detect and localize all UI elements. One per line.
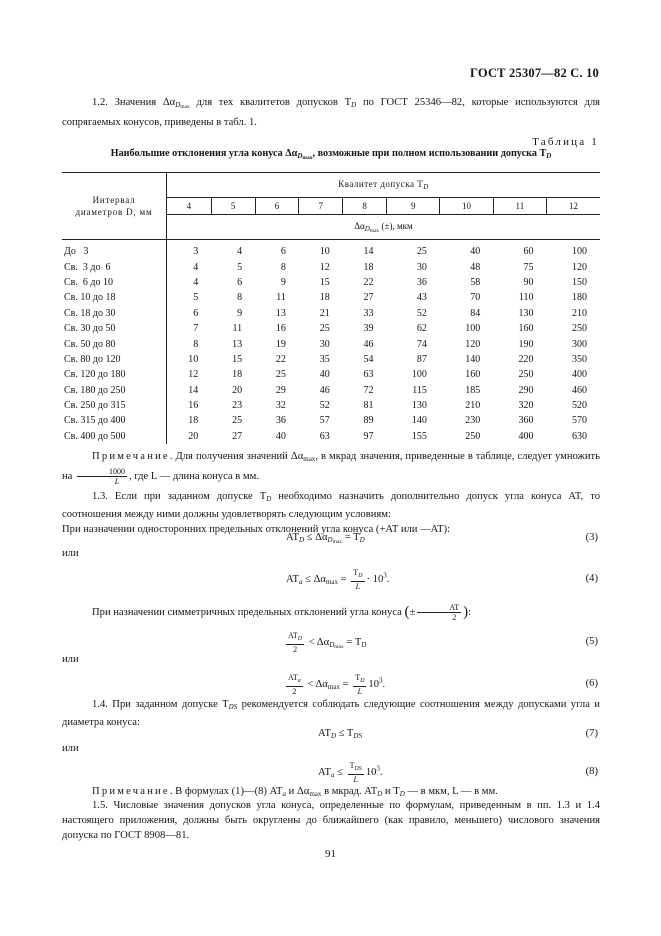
table-cell: 46 bbox=[319, 384, 330, 396]
table-row bbox=[62, 336, 600, 351]
table-cell: 32 bbox=[275, 400, 286, 412]
table-cell: 52 bbox=[416, 307, 427, 319]
table-cell: 9 bbox=[280, 276, 286, 288]
table-row bbox=[62, 383, 600, 398]
table-cell: 27 bbox=[363, 292, 374, 304]
table-cell: 25 bbox=[275, 369, 286, 381]
formula-6: $\frac{AT_a}{2}$ < $\Delta\alpha_{max}$ = $\frac{T_D}{L}$ $10^3$. bbox=[288, 673, 386, 696]
unit-header: $\Delta\alpha_{Dmax}$ (±), мкм bbox=[167, 215, 601, 240]
formula-6-number: (6) bbox=[585, 678, 598, 689]
row-label: Св. 6 до 10 bbox=[62, 275, 167, 290]
table-row bbox=[62, 244, 600, 259]
table-cell: 150 bbox=[572, 276, 587, 288]
quality-col-header: 8 bbox=[343, 198, 387, 215]
row-label: Св. 30 до 50 bbox=[62, 321, 167, 336]
table-cell: 630 bbox=[572, 430, 587, 442]
table-cell: 14 bbox=[188, 384, 199, 396]
table-cell: 46 bbox=[363, 338, 374, 350]
formula-8-number: (8) bbox=[585, 766, 598, 777]
quality-col-header: 9 bbox=[387, 198, 440, 215]
table-cell: 180 bbox=[572, 292, 587, 304]
table-cell: 25 bbox=[232, 415, 243, 427]
table-body bbox=[62, 244, 600, 444]
or-2: или bbox=[62, 654, 79, 665]
table-cell: 15 bbox=[232, 353, 243, 365]
table-cell: 84 bbox=[470, 307, 481, 319]
row-label: Св. 10 до 18 bbox=[62, 290, 167, 305]
page-number: 91 bbox=[325, 848, 336, 860]
formula-8: $AT_a$ ≤ $\frac{T_{DS}}{L}$ $10^3$. bbox=[318, 761, 383, 784]
paragraph-1-2: 1.2. Значения $\Delta\alpha_{Dmax}$ для тех квалитетов допусков $T_D$ по ГОСТ 25346—82, которые используются для сопрягаемых конусов, приведены в табл. 1. bbox=[62, 97, 600, 128]
table-cell: 160 bbox=[465, 369, 481, 381]
table-cell: 58 bbox=[470, 276, 481, 288]
table-cell: 11 bbox=[232, 323, 243, 335]
table-cell: 40 bbox=[470, 246, 481, 258]
table-cell: 29 bbox=[275, 384, 286, 396]
table-cell: 90 bbox=[523, 276, 534, 288]
paragraph-1-5: 1.5. Числовые значения допусков угла конуса, определенные по формулам, приведенным в пп. 1.3 и 1.4 настоящего приложения, должны быть округлены до ближайшего (как правило, меньшего) числового значения допуска по ГОСТ 8908—81. bbox=[62, 800, 600, 841]
table-cell: 18 bbox=[232, 369, 243, 381]
row-label: Св. 120 до 180 bbox=[62, 367, 167, 382]
table-cell: 40 bbox=[275, 430, 286, 442]
table-cell: 25 bbox=[416, 246, 427, 258]
table-cell: 400 bbox=[518, 430, 534, 442]
table-row bbox=[62, 306, 600, 321]
quality-col-header: 10 bbox=[440, 198, 493, 215]
row-label: До 3 bbox=[62, 244, 167, 259]
table-cell: 5 bbox=[193, 292, 199, 304]
table-cell: 16 bbox=[188, 400, 199, 412]
row-label: Св. 400 до 500 bbox=[62, 429, 167, 444]
table-cell: 110 bbox=[518, 292, 534, 304]
table-cell: 22 bbox=[275, 353, 286, 365]
table-row bbox=[62, 275, 600, 290]
row-label: Св. 80 до 120 bbox=[62, 352, 167, 367]
interval-header: Интервал диаметров D, мм bbox=[62, 173, 167, 240]
table-cell: 70 bbox=[470, 292, 481, 304]
row-label: Св. 18 до 30 bbox=[62, 306, 167, 321]
table-cell: 9 bbox=[237, 307, 243, 319]
table-cell: 190 bbox=[518, 338, 534, 350]
row-label: Св. 250 до 315 bbox=[62, 398, 167, 413]
table-cell: 8 bbox=[280, 261, 286, 273]
document-header: ГОСТ 25307—82 С. 10 bbox=[470, 66, 599, 80]
note-1: Примечание. Для получения значений $\Delta\alpha_{max}$, в мкрад значения, приведенные в таблице, следует умножить на $\frac{1000}{L}$ , где L — длина конуса в мм. bbox=[62, 451, 600, 486]
table-cell: 360 bbox=[518, 415, 534, 427]
table-cell: 220 bbox=[518, 353, 534, 365]
table-cell: 5 bbox=[237, 261, 243, 273]
table-cell: 60 bbox=[523, 246, 534, 258]
paragraph-1-4: 1.4. При заданном допуске $T_{DS}$ рекомендуется соблюдать следующие соотношения между допусками угла и диаметра конуса: bbox=[62, 699, 600, 728]
table-cell: 120 bbox=[465, 338, 481, 350]
table-cell: 230 bbox=[465, 415, 481, 427]
table-cell: 10 bbox=[188, 353, 199, 365]
paragraph-1-3: 1.3. Если при заданном допуске $T_D$ необходимо назначить дополнительно допуск угла конуса AT, то соотношения между ними должны удовлетворять следующим условиям: При назначении односторонних предельных отклонений угла конуса (+AT или —AT): bbox=[62, 491, 600, 535]
quality-col-header: 5 bbox=[211, 198, 255, 215]
table-cell: 63 bbox=[363, 369, 374, 381]
table-cell: 120 bbox=[572, 261, 587, 273]
table-cell: 185 bbox=[465, 384, 481, 396]
table-cell: 33 bbox=[363, 307, 374, 319]
table-cell: 6 bbox=[193, 307, 199, 319]
table-cell: 7 bbox=[193, 323, 199, 335]
table-row bbox=[62, 352, 600, 367]
table-cell: 100 bbox=[572, 246, 587, 258]
table-cell: 250 bbox=[572, 323, 587, 335]
formula-3: $AT_D \le \Delta\alpha_{Dmax} = T_D$ bbox=[286, 532, 365, 545]
table-cell: 75 bbox=[523, 261, 534, 273]
or-1: или bbox=[62, 548, 79, 559]
table-cell: 35 bbox=[319, 353, 330, 365]
deviation-table bbox=[62, 172, 600, 444]
table-cell: 140 bbox=[465, 353, 481, 365]
table-cell: 4 bbox=[193, 261, 199, 273]
formula-5-number: (5) bbox=[585, 636, 598, 647]
table-cell: 160 bbox=[518, 323, 534, 335]
table-cell: 115 bbox=[412, 384, 427, 396]
table-cell: 210 bbox=[465, 400, 481, 412]
table-cell: 130 bbox=[411, 400, 427, 412]
table-cell: 48 bbox=[470, 261, 481, 273]
table-row bbox=[62, 290, 600, 305]
table-cell: 3 bbox=[193, 246, 199, 258]
table-cell: 100 bbox=[465, 323, 481, 335]
quality-header: Квалитет допуска $T_D$ bbox=[167, 173, 601, 198]
formula-7: $AT_D \le T_{DS}$ bbox=[318, 728, 362, 740]
row-label: Св. 50 до 80 bbox=[62, 336, 167, 351]
table-cell: 20 bbox=[188, 430, 199, 442]
table-cell: 89 bbox=[363, 415, 374, 427]
table-cell: 87 bbox=[416, 353, 427, 365]
table-cell: 22 bbox=[363, 276, 374, 288]
table-cell: 57 bbox=[319, 415, 330, 427]
table-cell: 13 bbox=[275, 307, 286, 319]
table-cell: 81 bbox=[363, 400, 374, 412]
table-cell: 23 bbox=[232, 400, 243, 412]
table-cell: 74 bbox=[416, 338, 427, 350]
table-cell: 4 bbox=[237, 246, 243, 258]
table-cell: 100 bbox=[411, 369, 427, 381]
table-cell: 570 bbox=[572, 415, 587, 427]
note-2: Примечание. В формулах (1)—(8) $AT_a$ и $\Delta\alpha_{max}$ в мкрад. $AT_D$ и $T_D$ — в мкм, L — в мм. bbox=[92, 786, 498, 798]
table-cell: 13 bbox=[232, 338, 243, 350]
table-cell: 12 bbox=[188, 369, 199, 381]
table-cell: 54 bbox=[363, 353, 374, 365]
table-cell: 62 bbox=[416, 323, 427, 335]
table-cell: 52 bbox=[319, 400, 330, 412]
table-row bbox=[62, 413, 600, 428]
quality-col-header: 4 bbox=[167, 198, 212, 215]
table-cell: 130 bbox=[518, 307, 534, 319]
table-cell: 250 bbox=[518, 369, 534, 381]
table-row bbox=[62, 321, 600, 336]
table-cell: 16 bbox=[275, 323, 286, 335]
row-label: Св. 180 до 250 bbox=[62, 383, 167, 398]
table-cell: 36 bbox=[275, 415, 286, 427]
table-cell: 290 bbox=[518, 384, 534, 396]
table-cell: 210 bbox=[572, 307, 587, 319]
table-cell: 320 bbox=[518, 400, 534, 412]
table-cell: 21 bbox=[319, 307, 330, 319]
table-cell: 72 bbox=[363, 384, 374, 396]
table-cell: 14 bbox=[363, 246, 374, 258]
table-cell: 4 bbox=[193, 276, 199, 288]
table-cell: 18 bbox=[319, 292, 330, 304]
table-cell: 300 bbox=[572, 338, 587, 350]
formula-5: $\frac{AT_D}{2}$ < $\Delta\alpha_{Dmax} = T_D$ bbox=[288, 631, 367, 654]
table-cell: 43 bbox=[416, 292, 427, 304]
table-cell: 25 bbox=[319, 323, 330, 335]
symmetric-text: При назначении симметричных предельных отклонений угла конуса (± $\frac{AT}{2}$ ): bbox=[92, 603, 472, 622]
quality-col-header: 7 bbox=[299, 198, 343, 215]
formula-4: $AT_a \le \Delta\alpha_{max}$ = $\frac{T_D}{L}$ · $10^3$. bbox=[286, 568, 390, 591]
table-cell: 10 bbox=[319, 246, 330, 258]
table-cell: 12 bbox=[319, 261, 330, 273]
formula-3-number: (3) bbox=[585, 532, 598, 543]
table-cell: 27 bbox=[232, 430, 243, 442]
table-cell: 18 bbox=[188, 415, 199, 427]
table-cell: 250 bbox=[465, 430, 481, 442]
table-cell: 460 bbox=[572, 384, 587, 396]
table-cell: 39 bbox=[363, 323, 374, 335]
table-row bbox=[62, 398, 600, 413]
quality-col-header: 12 bbox=[547, 198, 600, 215]
quality-col-header: 11 bbox=[493, 198, 546, 215]
table-cell: 11 bbox=[276, 292, 286, 304]
table-cell: 30 bbox=[319, 338, 330, 350]
formula-4-number: (4) bbox=[585, 573, 598, 584]
formula-7-number: (7) bbox=[585, 728, 598, 739]
table-title: Наибольшие отклонения угла конуса $\Delta\alpha_{Dmax}$, возможные при полном использовании допуска $T_D$ bbox=[110, 148, 552, 161]
table-cell: 140 bbox=[411, 415, 427, 427]
table-cell: 8 bbox=[193, 338, 199, 350]
table-cell: 36 bbox=[416, 276, 427, 288]
table-cell: 520 bbox=[572, 400, 587, 412]
table-cell: 18 bbox=[363, 261, 374, 273]
table-cell: 350 bbox=[572, 353, 587, 365]
table-cell: 400 bbox=[572, 369, 587, 381]
table-cell: 30 bbox=[416, 261, 427, 273]
table-cell: 40 bbox=[319, 369, 330, 381]
table-cell: 97 bbox=[363, 430, 374, 442]
table-cell: 20 bbox=[232, 384, 243, 396]
table-cell: 19 bbox=[275, 338, 286, 350]
quality-col-header: 6 bbox=[255, 198, 299, 215]
table-cell: 8 bbox=[237, 292, 243, 304]
table-row bbox=[62, 367, 600, 382]
table-label: Таблица 1 bbox=[532, 136, 599, 148]
table-row bbox=[62, 429, 600, 444]
table-cell: 63 bbox=[319, 430, 330, 442]
table-cell: 6 bbox=[237, 276, 243, 288]
table-cell: 155 bbox=[411, 430, 427, 442]
or-3: или bbox=[62, 743, 79, 754]
table-cell: 15 bbox=[319, 276, 330, 288]
row-label: Св. 3 до 6 bbox=[62, 259, 167, 274]
table-cell: 6 bbox=[280, 246, 286, 258]
table-row bbox=[62, 259, 600, 274]
row-label: Св. 315 до 400 bbox=[62, 413, 167, 428]
